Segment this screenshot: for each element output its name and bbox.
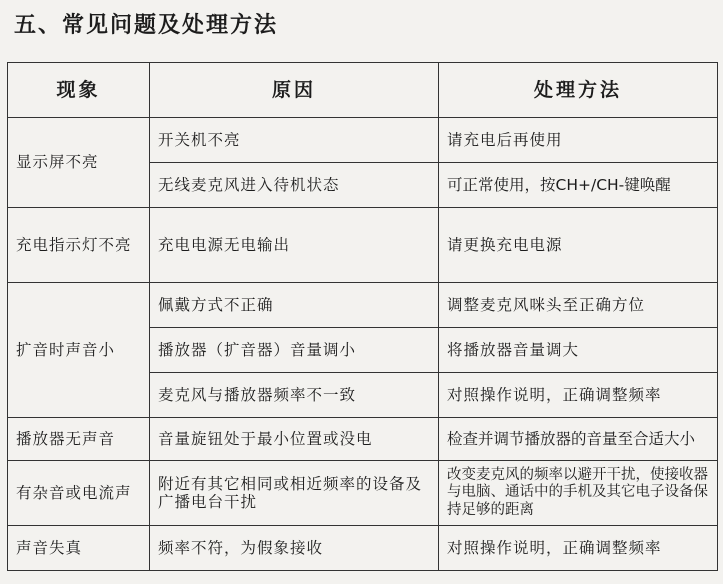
table-row bbox=[8, 461, 718, 526]
cause-cell: 无线麦克风进入待机状态 bbox=[150, 163, 439, 208]
header-cause: 原因 bbox=[150, 63, 439, 118]
cause-cell: 播放器（扩音器）音量调小 bbox=[150, 328, 439, 373]
table-row bbox=[8, 208, 718, 283]
solution-cell: 检查并调节播放器的音量至合适大小 bbox=[439, 418, 718, 461]
solution-cell: 将播放器音量调大 bbox=[439, 328, 718, 373]
cause-cell: 开关机不亮 bbox=[150, 118, 439, 163]
table-row bbox=[8, 418, 718, 461]
header-row bbox=[8, 63, 718, 118]
symptom-cell: 播放器无声音 bbox=[8, 418, 150, 461]
cause-cell: 频率不符，为假象接收 bbox=[150, 526, 439, 571]
cause-cell: 佩戴方式不正确 bbox=[150, 283, 439, 328]
troubleshooting-table bbox=[7, 62, 718, 571]
cause-cell: 附近有其它相同或相近频率的设备及广播电台干扰 bbox=[150, 461, 439, 526]
symptom-cell: 声音失真 bbox=[8, 526, 150, 571]
symptom-cell: 显示屏不亮 bbox=[8, 118, 150, 208]
cause-cell: 充电电源无电输出 bbox=[150, 208, 439, 283]
header-solution: 处理方法 bbox=[439, 63, 718, 118]
symptom-cell: 有杂音或电流声 bbox=[8, 461, 150, 526]
symptom-cell: 充电指示灯不亮 bbox=[8, 208, 150, 283]
solution-cell: 调整麦克风咪头至正确方位 bbox=[439, 283, 718, 328]
symptom-cell: 扩音时声音小 bbox=[8, 283, 150, 418]
cause-cell: 麦克风与播放器频率不一致 bbox=[150, 373, 439, 418]
section-heading: 五、常见问题及处理方法 bbox=[14, 13, 279, 38]
solution-cell: 改变麦克风的频率以避开干扰，使接收器与电脑、通话中的手机及其它电子设备保持足够的距离 bbox=[439, 461, 718, 526]
solution-cell: 对照操作说明，正确调整频率 bbox=[439, 373, 718, 418]
solution-cell: 请充电后再使用 bbox=[439, 118, 718, 163]
table-row bbox=[8, 526, 718, 571]
table-row bbox=[8, 283, 718, 328]
cause-cell: 音量旋钮处于最小位置或没电 bbox=[150, 418, 439, 461]
header-symptom: 现象 bbox=[8, 63, 150, 118]
table-row bbox=[8, 118, 718, 163]
solution-cell: 对照操作说明，正确调整频率 bbox=[439, 526, 718, 571]
solution-cell: 请更换充电电源 bbox=[439, 208, 718, 283]
solution-cell: 可正常使用，按CH+/CH-键唤醒 bbox=[439, 163, 718, 208]
